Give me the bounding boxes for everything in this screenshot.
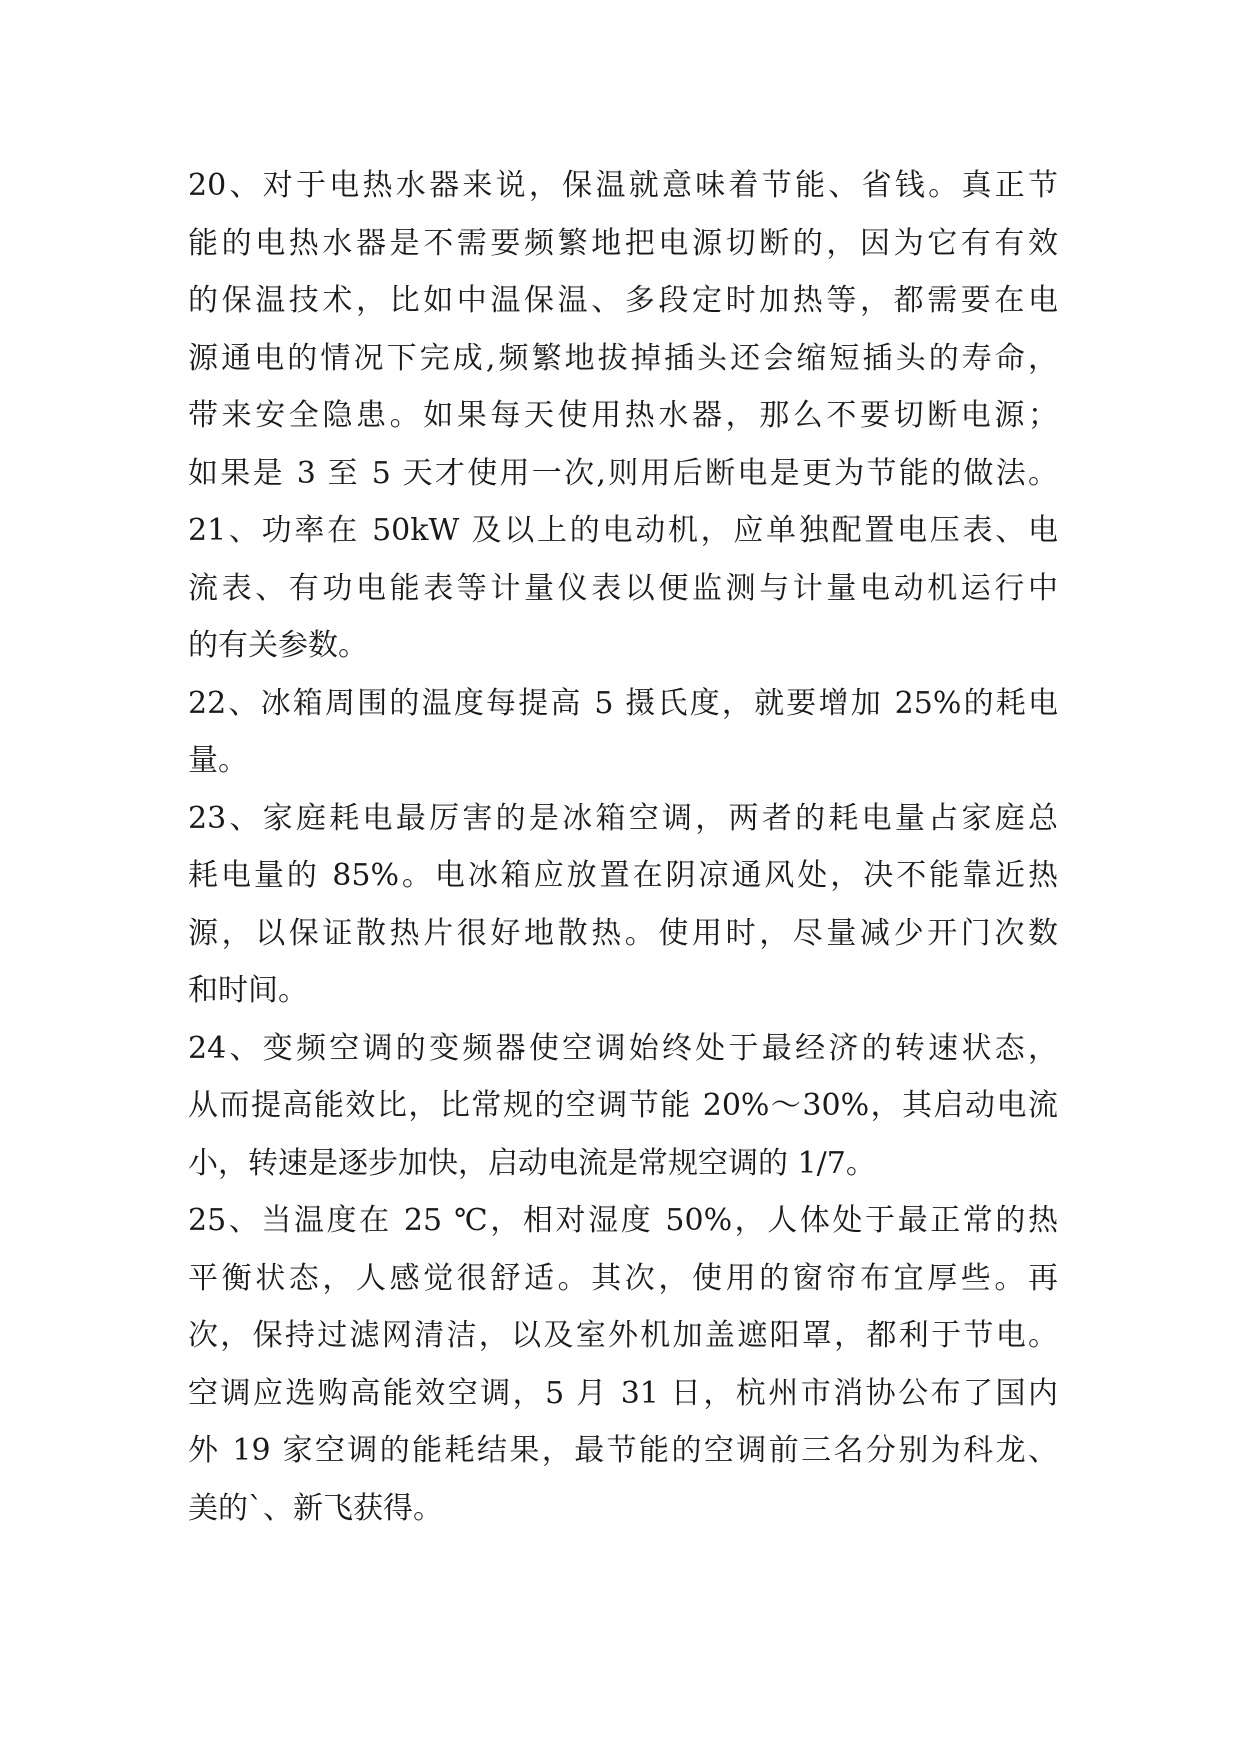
text-line: 源，以保证散热片很好地散热。使用时，尽量减少开门次数 xyxy=(188,915,1058,951)
text-line: 次，保持过滤网清洁，以及室外机加盖遮阳罩，都利于节电。 xyxy=(188,1318,1058,1353)
text-line: 如果是 3 至 5 天才使用一次,则用后断电是更为节能的做法。 xyxy=(188,455,1058,491)
text-line: 外 19 家空调的能耗结果，最节能的空调前三名分别为科龙、 xyxy=(188,1433,1058,1468)
text-line: 25、当温度在 25 ℃，相对湿度 50%，人体处于最正常的热 xyxy=(188,1203,1058,1238)
text-line: 带来安全隐患。如果每天使用热水器，那么不要切断电源； xyxy=(188,398,1058,433)
text-line: 22、冰箱周围的温度每提高 5 摄氏度，就要增加 25%的耗电 xyxy=(188,685,1058,721)
text-line: 空调应选购高能效空调，5 月 31 日，杭州市消协公布了国内 xyxy=(188,1375,1058,1411)
text-line: 和时间。 xyxy=(188,973,308,1008)
text-line: 耗电量的 85%。电冰箱应放置在阴凉通风处，决不能靠近热 xyxy=(188,858,1058,893)
text-line: 源通电的情况下完成,频繁地拔掉插头还会缩短插头的寿命， xyxy=(188,340,1058,376)
text-line: 21、功率在 50kW 及以上的电动机，应单独配置电压表、电 xyxy=(188,513,1058,548)
text-line: 量。 xyxy=(188,743,248,778)
document-page xyxy=(188,157,1058,1537)
text-line: 23、家庭耗电最厉害的是冰箱空调，两者的耗电量占家庭总 xyxy=(188,800,1058,836)
text-line: 的有关参数。 xyxy=(188,628,368,663)
text-line: 的保温技术，比如中温保温、多段定时加热等，都需要在电 xyxy=(188,283,1058,318)
text-line: 流表、有功电能表等计量仪表以便监测与计量电动机运行中 xyxy=(188,570,1058,606)
text-line: 小，转速是逐步加快，启动电流是常规空调的 1/7。 xyxy=(188,1145,876,1181)
text-line: 从而提高能效比，比常规的空调节能 20%～30%，其启动电流 xyxy=(188,1088,1058,1123)
text-line: 24、变频空调的变频器使空调始终处于最经济的转速状态， xyxy=(188,1030,1058,1066)
text-line: 平衡状态，人感觉很舒适。其次，使用的窗帘布宜厚些。再 xyxy=(188,1260,1058,1296)
text-line: 美的`、新飞获得。 xyxy=(188,1490,443,1526)
text-line: 能的电热水器是不需要频繁地把电源切断的，因为它有有效 xyxy=(188,225,1058,261)
text-line: 20、对于电热水器来说，保温就意味着节能、省钱。真正节 xyxy=(188,168,1058,203)
